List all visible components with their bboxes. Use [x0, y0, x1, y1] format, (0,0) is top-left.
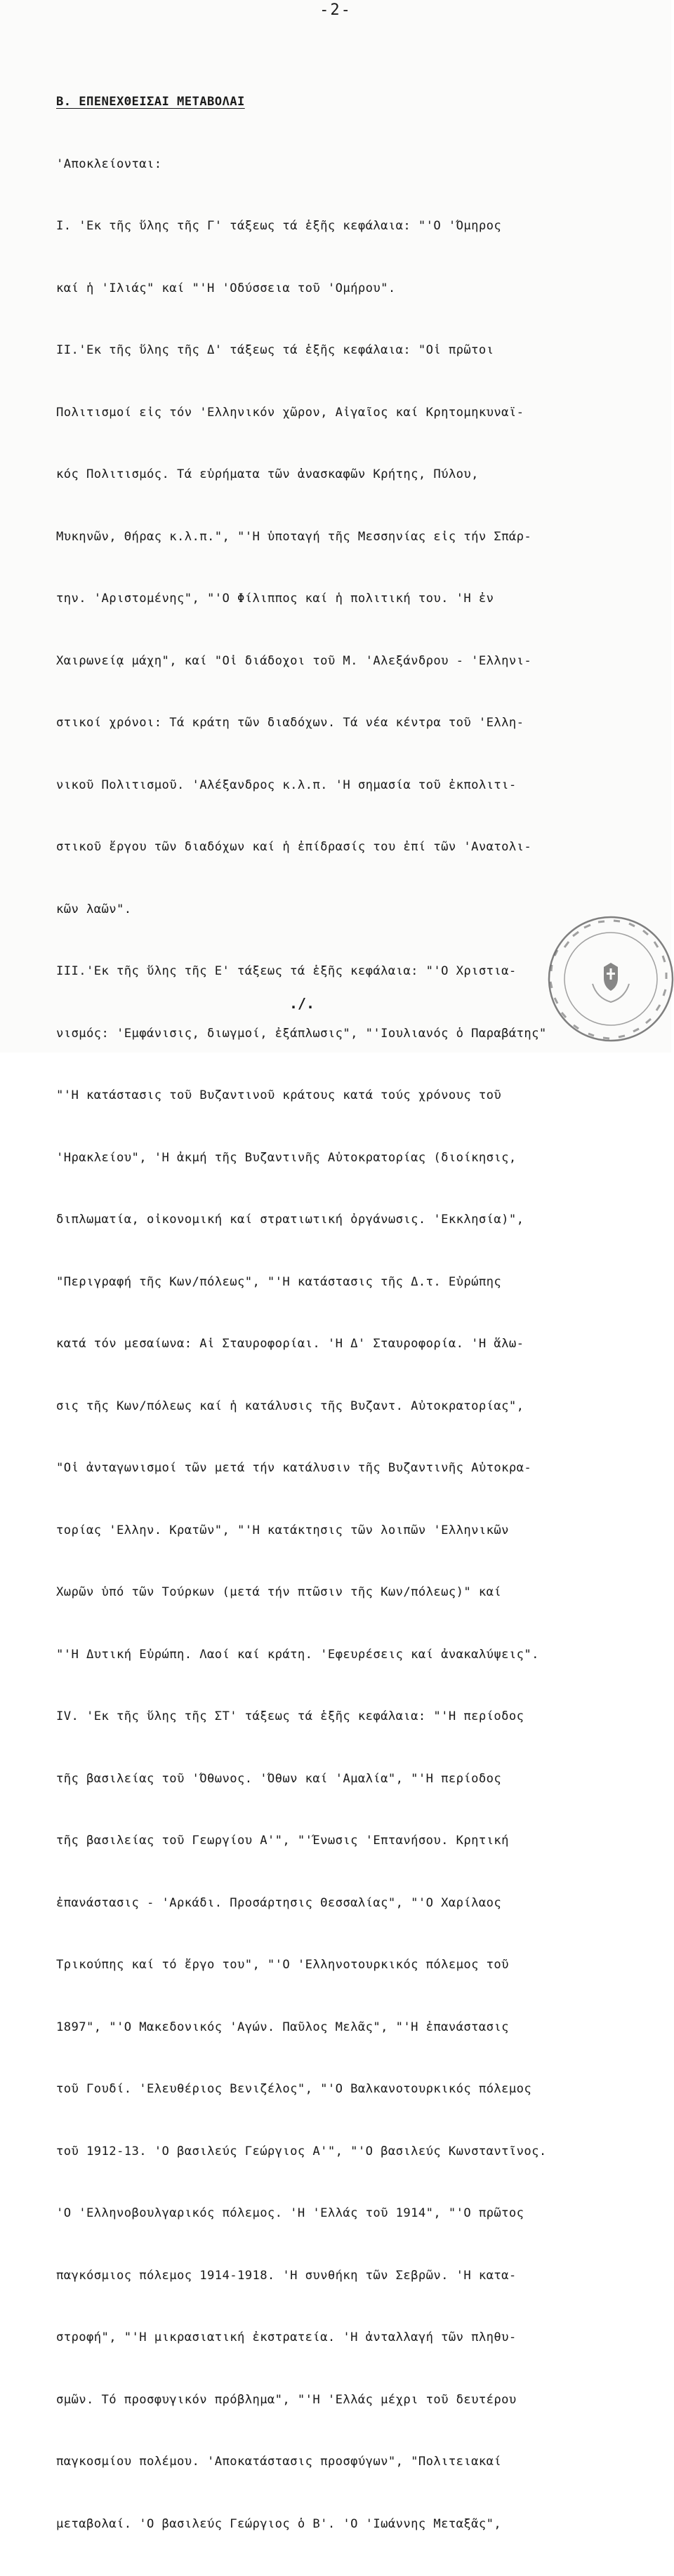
document-body [56, 51, 674, 2576]
text-line: 'Αποκλείονται: [56, 156, 162, 171]
text-line: "Οἱ ἀνταγωνισμοί τῶν μετά τήν κατάλυσιν τῆς Βυζαντινῆς Αὐτοκρα- [56, 1461, 532, 1475]
text-line: IV. 'Εκ τῆς ὕλης τῆς ΣΤ' τάξεως τά ἑξῆς κεφάλαια: "'Η περίοδος [56, 1709, 524, 1723]
section-heading: Β. ΕΠΕΝΕΧΘΕΙΣΑΙ ΜΕΤΑΒΟΛΑΙ [56, 95, 245, 109]
text-line: τῆς βασιλείας τοῦ Γεωργίου Α'", "'Ένωσις 'Επτανήσου. Κρητική [56, 1834, 509, 1848]
text-line: κατά τόν μεσαίωνα: Αἱ Σταυροφορίαι. 'Η Δ' Σταυροφορία. 'Η ἅλω- [56, 1337, 524, 1351]
text-line: "'Η κατάστασις τοῦ Βυζαντινοῦ κράτους κατά τούς χρόνους τοῦ [56, 1088, 502, 1102]
text-line: Χωρῶν ὑπό τῶν Τούρκων (μετά τήν πτῶσιν τῆς Κων/πόλεως)" καί [56, 1585, 502, 1599]
official-stamp-seal [534, 905, 674, 1046]
text-line: στροφή", "'Η μικρασιατική ἐκστρατεία. 'Η ἀνταλλαγή τῶν πληθυ- [56, 2330, 517, 2344]
text-line: Χαιρωνείᾳ μάχη", καί "Οἱ διάδοχοι τοῦ Μ. 'Αλεξάνδρου - 'Ελληνι- [56, 653, 532, 668]
text-line: 1897", "'Ο Μακεδονικός 'Αγών. Παῦλος Μελᾶς", "'Η ἐπανάστασις [56, 2020, 509, 2034]
continuation-mark: ./. [289, 995, 315, 1012]
text-line: Τρικούπης καί τό ἔργο του", "'Ο 'Ελληνοτουρκικός πόλεμος τοῦ [56, 1958, 509, 1972]
text-line: ΙΙ.'Εκ τῆς ὕλης τῆς Δ' τάξεως τά ἑξῆς κεφάλαια: "Οἱ πρῶτοι [56, 343, 494, 357]
text-line: τορίας 'Ελλην. Κρατῶν", "'Η κατάκτησις τῶν λοιπῶν 'Ελληνικῶν [56, 1523, 509, 1537]
text-line: κός Πολιτισμός. Τά εὑρήματα τῶν ἀνασκαφῶν Κρήτης, Πύλου, [56, 467, 479, 481]
text-line: τοῦ Γουδί. 'Ελευθέριος Βενιζέλος", "'Ο Βαλκανοτουρκικός πόλεμος [56, 2082, 532, 2096]
text-line: διπλωματία, οἰκονομική καί στρατιωτική ὀργάνωσις. 'Εκκλησία)", [56, 1213, 524, 1227]
text-line: 'Ηρακλείου", 'Η ἀκμή τῆς Βυζαντινῆς Αὐτοκρατορίας (διοίκησις, [56, 1150, 517, 1165]
text-line: την. 'Αριστομένης", "'Ο Φίλιππος καί ἡ πολιτική του. 'Η ἐν [56, 592, 494, 606]
text-line: στικοί χρόνοι: Τά κράτη τῶν διαδόχων. Τά νέα κέντρα τοῦ 'Ελλη- [56, 716, 524, 730]
text-line: παγκόσμιος πόλεμος 1914-1918. 'Η συνθήκη τῶν Σεβρῶν. 'Η κατα- [56, 2268, 517, 2283]
text-line: τοῦ 1912-13. 'Ο βασιλεύς Γεώργιος Α'", "'Ο βασιλεύς Κωνσταντῖνος. [56, 2144, 547, 2158]
text-line: Μυκηνῶν, Θήρας κ.λ.π.", "'Η ὑποταγή τῆς Μεσσηνίας εἰς τήν Σπάρ- [56, 529, 532, 544]
text-line: νισμός: 'Εμφάνισις, διωγμοί, ἐξάπλωσις", "'Ιουλιανός ὁ Παραβάτης" [56, 1026, 547, 1041]
text-line: σμῶν. Τό προσφυγικόν πρόβλημα", "'Η 'Ελλάς μέχρι τοῦ δευτέρου [56, 2392, 517, 2407]
text-line: Ι. 'Εκ τῆς ὕλης τῆς Γ' τάξεως τά ἑξῆς κεφάλαια: "'Ο 'Όμηρος [56, 219, 502, 233]
text-line: μεταβολαί. 'Ο βασιλεύς Γεώργιος ὁ Β'. 'Ο 'Ιωάννης Μεταξᾶς", [56, 2516, 502, 2531]
text-line: κῶν λαῶν". [56, 902, 132, 916]
text-line: καί ἡ 'Ιλιάς" καί "'Η 'Οδύσσεια τοῦ 'Ομήρου". [56, 281, 396, 295]
text-line: ἐπανάστασις - 'Αρκάδι. Προσάρτησις Θεσσαλίας", "'Ο Χαρίλαος [56, 1895, 502, 1910]
text-line: νικοῦ Πολιτισμοῦ. 'Αλέξανδρος κ.λ.π. 'Η σημασία τοῦ ἐκπολιτι- [56, 778, 517, 792]
text-line: σις τῆς Κων/πόλεως καί ἡ κατάλυσις τῆς Βυζαντ. Αὐτοκρατορίας", [56, 1399, 524, 1413]
text-line: τῆς βασιλείας τοῦ 'Όθωνος. 'Όθων καί 'Αμαλία", "'Η περίοδος [56, 1771, 502, 1786]
text-line: παγκοσμίου πολέμου. 'Αποκατάστασις προσφύγων", "Πολιτειακαί [56, 2455, 502, 2469]
text-line: Πολιτισμοί εἰς τόν 'Ελληνικόν χῶρον, Αἰγαῖος καί Κρητομηκυναϊ- [56, 405, 524, 420]
text-line: 'Ο 'Ελληνοβουλγαρικός πόλεμος. 'Η 'Ελλάς τοῦ 1914", "'Ο πρῶτος [56, 2206, 524, 2220]
text-line: ΙΙΙ.'Εκ τῆς ὕλης τῆς Ε' τάξεως τά ἑξῆς κεφάλαια: "'Ο Χριστια- [56, 964, 517, 978]
page-number: -2- [319, 1, 352, 19]
text-line: στικοῦ ἔργου τῶν διαδόχων καί ἡ ἐπίδρασίς του ἐπί τῶν 'Ανατολι- [56, 840, 532, 854]
text-line: "'Η Δυτική Εὐρώπη. Λαοί καί κράτη. 'Εφευρέσεις καί ἀνακαλύψεις". [56, 1647, 539, 1662]
text-line: "Περιγραφή τῆς Κων/πόλεως", "'Η κατάστασις τῆς Δ.τ. Εὐρώπης [56, 1274, 502, 1289]
